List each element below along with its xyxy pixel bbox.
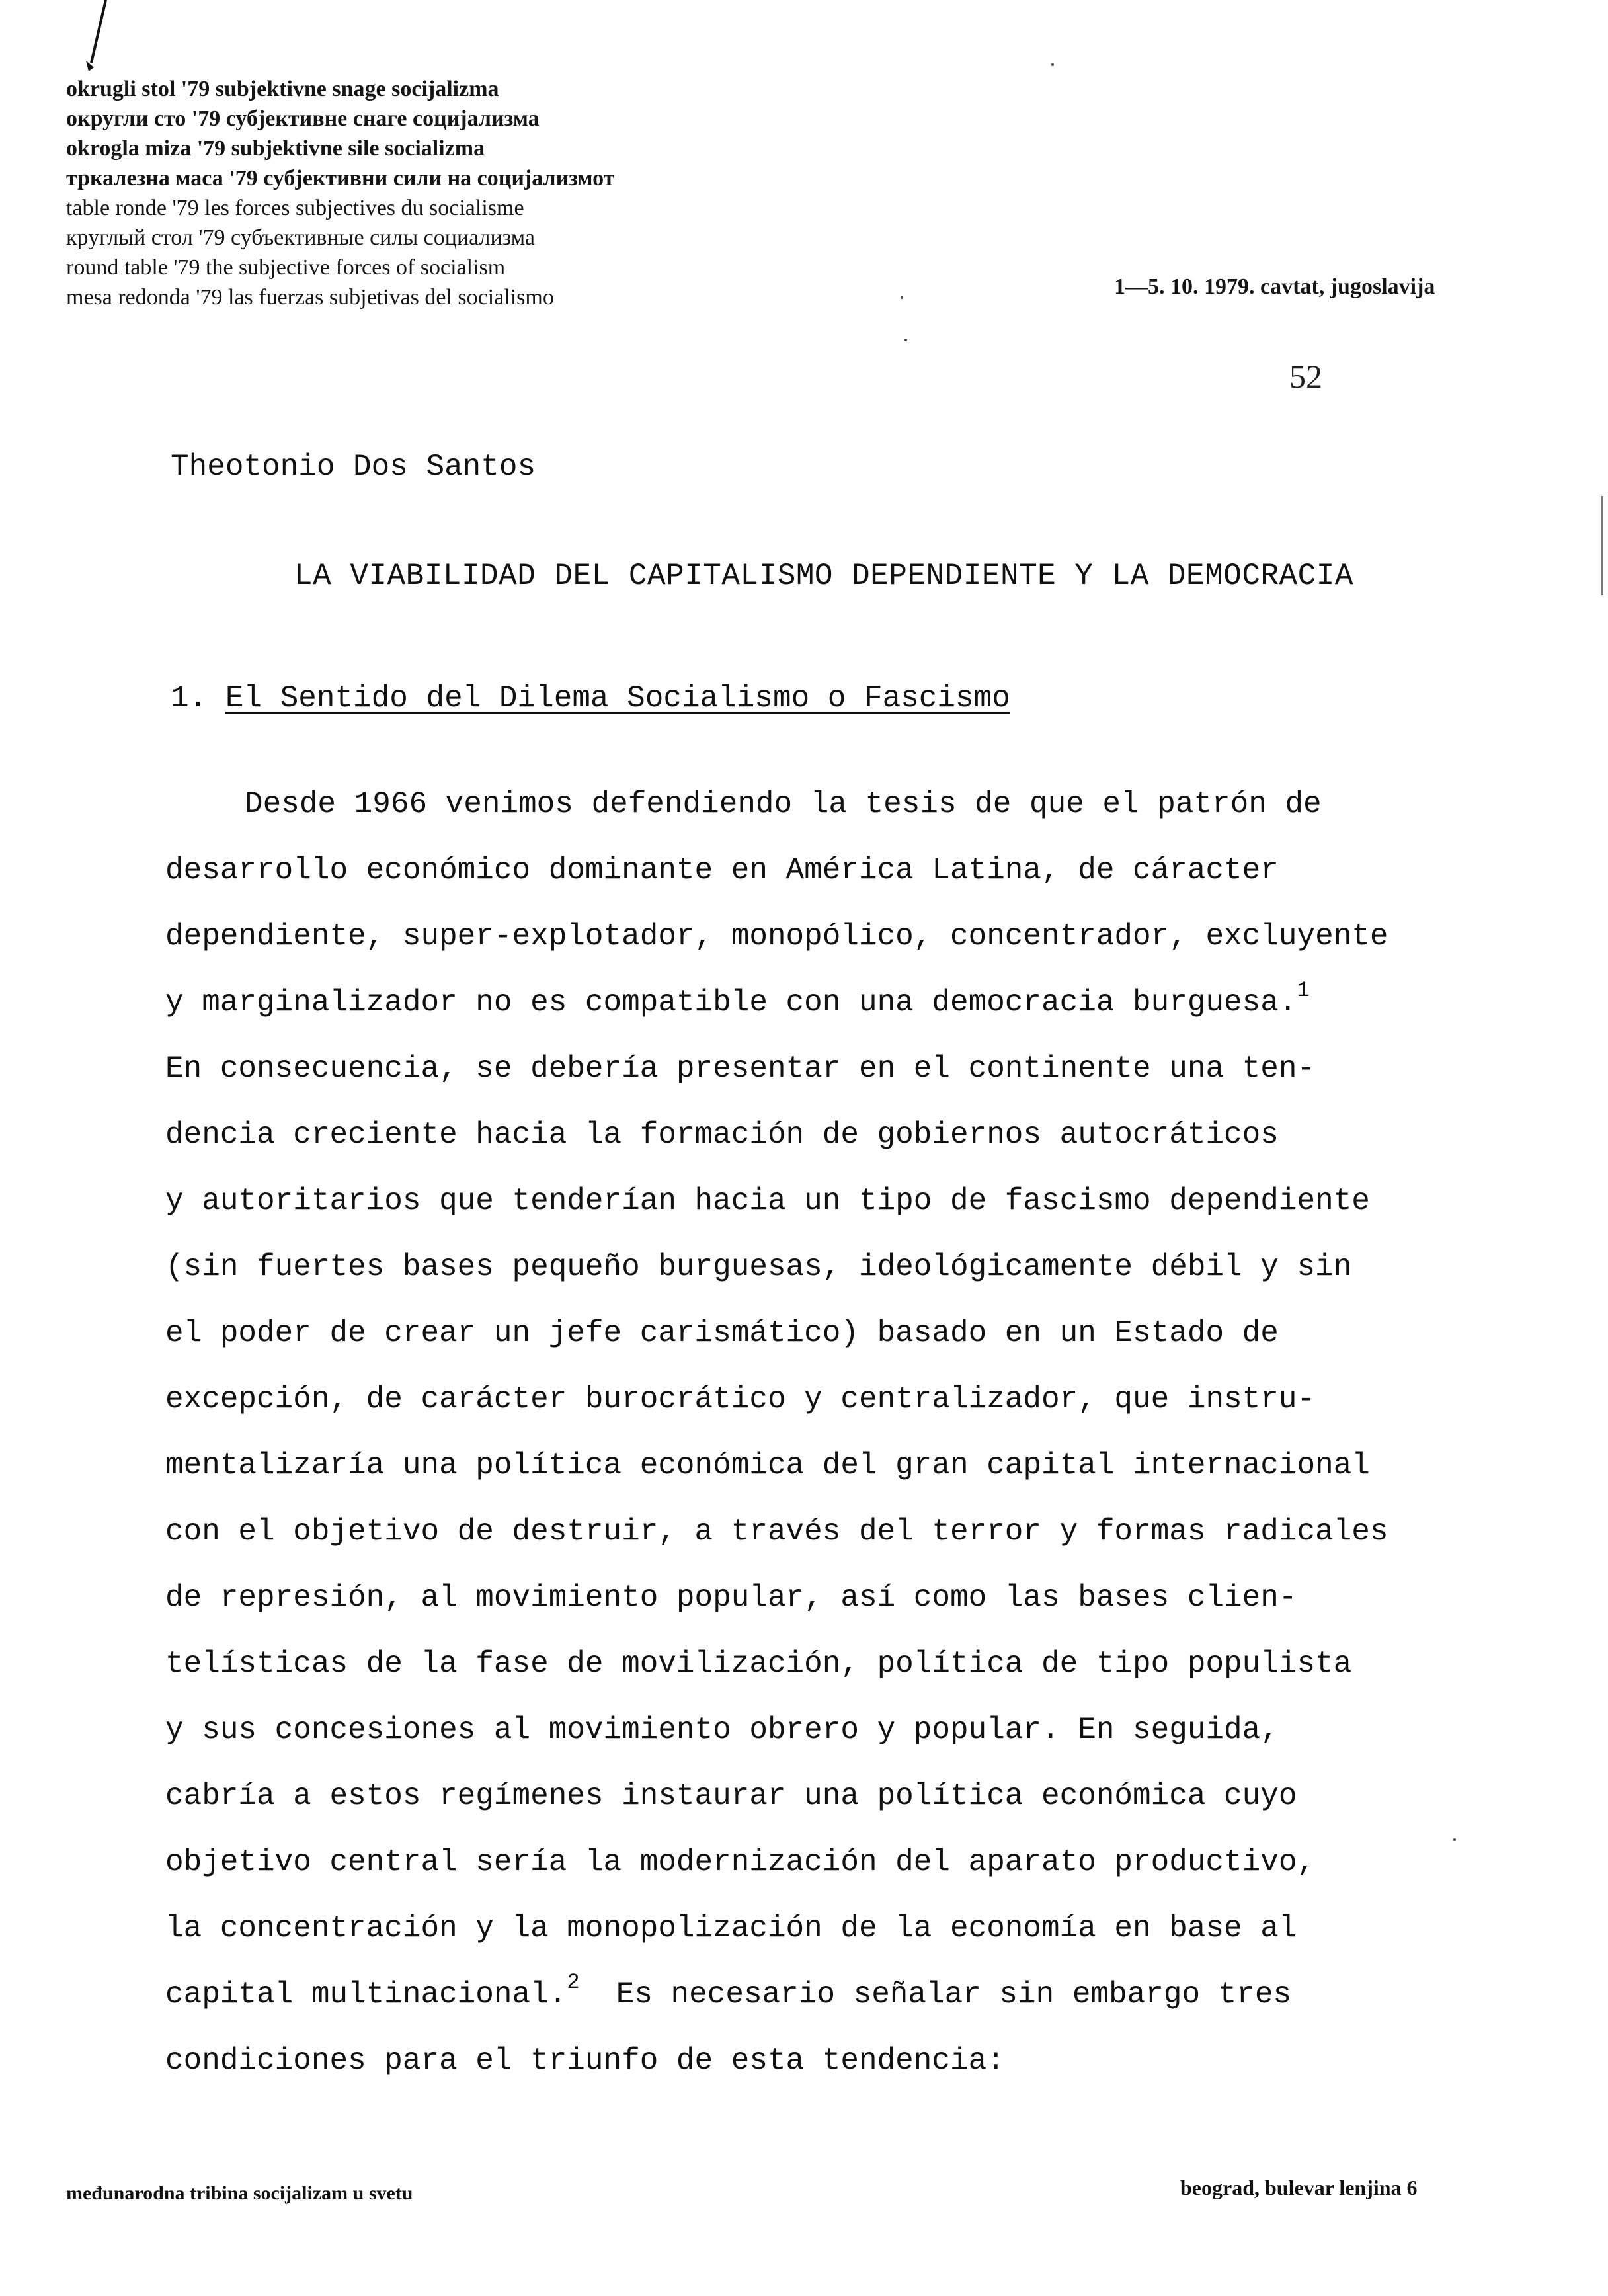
- body-line: mentalizaría una política económica del gran capital internacional: [165, 1448, 1370, 1483]
- header-line: mesa redonda '79 las fuerzas subjetivas del socialismo: [66, 285, 554, 309]
- scan-edge-mark: [1601, 496, 1603, 595]
- header-line: round table '79 the subjective forces of socialism: [66, 255, 506, 280]
- body-line: dencia creciente hacia la formación de gobiernos autocráticos: [165, 1118, 1279, 1152]
- scan-speck: [901, 296, 903, 299]
- body-line: En consecuencia, se debería presentar en el continente una ten-: [165, 1051, 1316, 1086]
- body-line-text: y marginalizador no es compatible con una democracia burguesa.: [165, 985, 1297, 1020]
- body-line: desarrollo económico dominante en América Latina, de cáracter: [165, 853, 1279, 887]
- conference-header: [66, 74, 614, 312]
- body-line: de represión, al movimiento popular, así como las bases clien-: [165, 1580, 1297, 1615]
- body-line-text: capital multinacional.: [165, 1977, 567, 2012]
- header-line: table ronde '79 les forces subjectives du socialisme: [66, 196, 524, 220]
- body-line: el poder de crear un jefe carismático) basado en un Estado de: [165, 1316, 1279, 1350]
- conference-date-place: 1—5. 10. 1979. cavtat, jugoslavija: [1114, 274, 1435, 299]
- body-line: Desde 1966 venimos defendiendo la tesis de que el patrón de: [245, 787, 1322, 821]
- body-line: objetivo central sería la modernización del aparato productivo,: [165, 1845, 1316, 1879]
- header-line: тркалезна маса '79 субјективни сили на социјализмот: [66, 166, 615, 190]
- section-number: 1.: [171, 681, 208, 716]
- body-line: y autoritarios que tenderían hacia un tipo de fascismo dependiente: [165, 1184, 1370, 1218]
- header-line: округли сто '79 субјективне снаге социјализма: [66, 106, 540, 131]
- header-line: круглый стол '79 субъективные силы социализма: [66, 226, 536, 250]
- body-line: y sus concesiones al movimiento obrero y popular. En seguida,: [165, 1713, 1279, 1747]
- body-line-text: Es necesario señalar sin embargo tres: [616, 1977, 1292, 2012]
- header-line: okrugli stol '79 subjektivne snage socijalizma: [66, 77, 499, 101]
- document-title: LA VIABILIDAD DEL CAPITALISMO DEPENDIENTE Y LA DEMOCRACIA: [294, 559, 1353, 593]
- scan-speck: [1051, 63, 1054, 66]
- body-line: [165, 1970, 1292, 2012]
- author-name: Theotonio Dos Santos: [171, 450, 536, 484]
- header-line: okrogla miza '79 subjektivne sile socializma: [66, 136, 485, 161]
- body-line: condiciones para el triunfo de esta tendencia:: [165, 2043, 1005, 2078]
- body-line: (sin fuertes bases pequeño burguesas, ideológicamente débil y sin: [165, 1250, 1352, 1284]
- footer-address: beograd, bulevar lenjina 6: [1180, 2176, 1418, 2199]
- footnote-mark: 2: [567, 1970, 580, 1994]
- body-line: excepción, de carácter burocrático y centralizador, que instru-: [165, 1382, 1316, 1416]
- page-number: 52: [1289, 358, 1322, 395]
- body-line: telísticas de la fase de movilización, política de tipo populista: [165, 1647, 1352, 1681]
- pen-mark-icon: [53, 0, 132, 76]
- footnote-mark: 1: [1297, 978, 1310, 1003]
- body-line: con el objetivo de destruir, a través del terror y formas radicales: [165, 1514, 1388, 1549]
- body-line: dependiente, super-explotador, monopólico, concentrador, excluyente: [165, 919, 1388, 954]
- scan-speck: [1453, 1838, 1456, 1841]
- section-heading: [171, 681, 1010, 716]
- body-line: cabría a estos regímenes instaurar una política económica cuyo: [165, 1779, 1297, 1813]
- body-line: la concentración y la monopolización de la economía en base al: [165, 1911, 1297, 1946]
- body-line: [165, 978, 1310, 1020]
- scan-speck: [904, 339, 907, 341]
- footer-publisher: međunarodna tribina socijalizam u svetu: [66, 2182, 413, 2204]
- section-title: El Sentido del Dilema Socialismo o Fascismo: [225, 681, 1010, 716]
